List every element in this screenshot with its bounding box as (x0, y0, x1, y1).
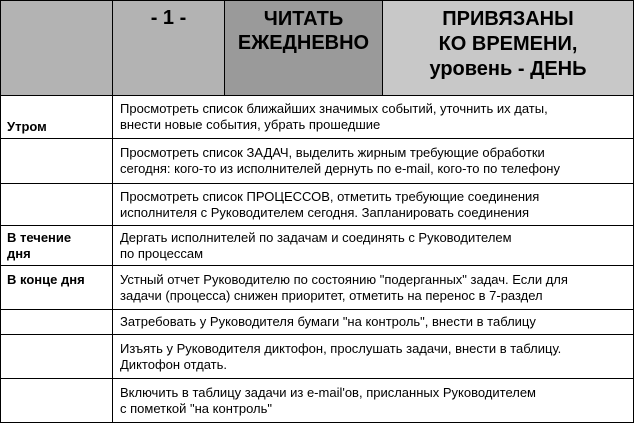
section-empty-cell (1, 184, 113, 226)
header-read-daily-cell (225, 1, 383, 96)
header-tied-line2: КО ВРЕМЕНИ, (438, 33, 578, 55)
task-line: Просмотреть список ЗАДАЧ, выделить жирным требующие обработки (120, 145, 545, 160)
task-line: сегодня: кого-то из исполнителей дернуть по e-mail, кого-то по телефону (120, 161, 560, 176)
table-row (1, 184, 634, 226)
task-cell (113, 266, 634, 310)
section-label-text: В конце дня (7, 272, 85, 287)
table-row (1, 379, 634, 423)
section-label-text: Утром (7, 119, 47, 134)
task-cell (113, 96, 634, 139)
header-tied-line3: уровень - ДЕНЬ (429, 58, 587, 80)
section-label-text: В течение (7, 229, 72, 245)
task-line: Затребовать у Руководителя бумаги "на контроль", внести в таблицу (120, 314, 536, 329)
task-line: задачи (процесса) снижен приоритет, отметить на перенос в 7-раздел (120, 287, 543, 303)
table-row (1, 266, 634, 310)
table-row (1, 96, 634, 139)
task-line: Просмотреть список ближайших значимых событий, уточнить их даты, (120, 101, 548, 116)
task-cell (113, 184, 634, 226)
task-line: Дергать исполнителей по задачам и соединять с Руководителем (120, 229, 512, 245)
section-empty-cell (1, 139, 113, 184)
task-line: исполнителя с Руководителем сегодня. Запланировать соединения (120, 204, 530, 220)
task-cell (113, 310, 634, 335)
task-cell (113, 335, 634, 379)
task-line: по процессам (120, 245, 204, 261)
header-tied-line1: ПРИВЯЗАНЫ (442, 8, 574, 30)
section-during-day-label (1, 226, 113, 266)
table-row (1, 310, 634, 335)
section-end-of-day-label (1, 266, 113, 310)
header-tied-time-cell (383, 1, 634, 96)
task-cell (113, 379, 634, 423)
task-cell (113, 226, 634, 266)
task-line: Просмотреть список ПРОЦЕССОВ, отметить требующие соединения (120, 188, 540, 204)
task-line: Изъять у Руководителя диктофон, прослушать задачи, внести в таблицу. (120, 340, 562, 356)
task-line: Устный отчет Руководителю по состоянию "подерганных" задач. Если для (120, 271, 568, 287)
header-row (1, 1, 634, 96)
header-empty-cell (1, 1, 113, 96)
task-line: с пометкой "на контроль" (120, 400, 272, 416)
section-label-text: дня (7, 245, 31, 261)
task-cell (113, 139, 634, 184)
table-row (1, 139, 634, 184)
section-empty-cell (1, 379, 113, 423)
header-read-line2: ЕЖЕДНЕВНО (237, 32, 370, 54)
task-line: внести новые события, убрать прошедшие (120, 117, 381, 132)
header-read-line1: ЧИТАТЬ (263, 8, 344, 30)
section-empty-cell (1, 310, 113, 335)
table-row (1, 226, 634, 266)
header-number: - 1 - (150, 7, 187, 29)
table-row (1, 335, 634, 379)
task-line: Включить в таблицу задачи из e-mail'ов, присланных Руководителем (120, 384, 536, 400)
section-morning-label (1, 96, 113, 139)
task-line: Диктофон отдать. (120, 356, 227, 372)
section-empty-cell (1, 335, 113, 379)
header-number-cell (113, 1, 225, 96)
